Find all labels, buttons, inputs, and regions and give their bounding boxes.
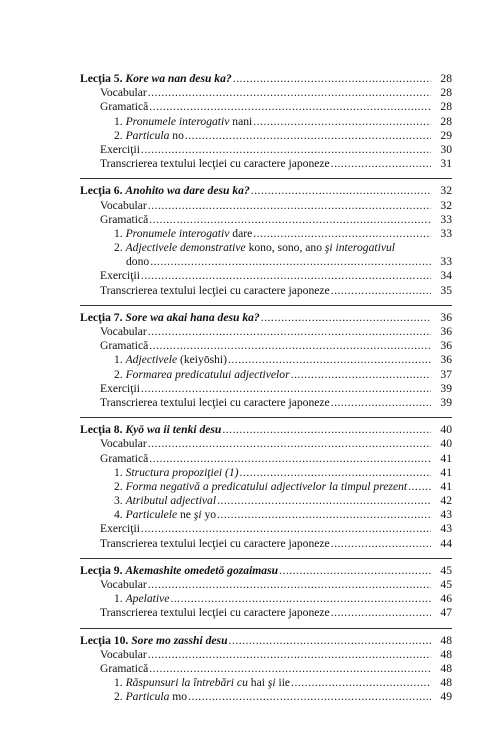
dot-leader xyxy=(149,452,431,466)
entry-text xyxy=(100,213,148,227)
entry-italic: Răspunsuri la întrebări cu xyxy=(125,676,248,690)
entry-text xyxy=(114,241,395,255)
toc-entry xyxy=(80,86,452,100)
entry-text xyxy=(114,592,169,606)
page-number: 40 xyxy=(440,437,452,451)
page-number: 33 xyxy=(440,255,452,269)
dot-leader xyxy=(149,339,431,353)
entry-italic: Pronumele interogativ xyxy=(125,114,230,128)
entry-plain: 1. xyxy=(114,465,126,479)
dot-leader xyxy=(217,508,431,522)
entry-text xyxy=(100,339,148,353)
entry-text xyxy=(100,396,330,410)
entry-after: mo xyxy=(169,690,188,704)
dot-leader xyxy=(229,634,431,648)
entry-plain: Gramatică xyxy=(100,339,149,353)
entry-plain: Exerciţii xyxy=(100,142,140,156)
lesson-name: Sore mo zasshi desu xyxy=(131,633,228,647)
entry-plain: 3. xyxy=(114,494,126,508)
dot-leader xyxy=(141,269,431,283)
entry-italic: Formarea predicatului adjectivelor xyxy=(125,367,290,381)
lesson-title xyxy=(80,311,260,325)
dot-leader xyxy=(150,255,431,269)
entry-after: hai xyxy=(247,676,268,690)
entry-text xyxy=(114,508,216,522)
lesson-heading xyxy=(80,564,452,578)
toc-entry xyxy=(80,466,452,480)
entry-text xyxy=(100,100,148,114)
dot-leader xyxy=(331,537,431,551)
entry-italic: Particula xyxy=(125,690,170,704)
dot-leader xyxy=(148,437,431,451)
page-number: 32 xyxy=(440,184,452,198)
entry-text xyxy=(114,676,290,690)
dot-leader xyxy=(217,494,431,508)
toc-entry xyxy=(80,199,452,213)
lesson-heading xyxy=(80,311,452,325)
page-number: 28 xyxy=(440,100,452,114)
dot-leader xyxy=(148,578,431,592)
section-divider xyxy=(80,628,452,629)
lesson-heading xyxy=(80,72,452,86)
entry-italic: Forma negativă a predicatului adjectivelor la timpul prezent xyxy=(125,479,408,493)
page-number: 31 xyxy=(440,157,452,171)
entry-plain: Transcrierea textului lecţiei cu caractere japoneze xyxy=(100,157,330,171)
dot-leader xyxy=(331,396,431,410)
toc-entry xyxy=(80,115,452,129)
entry-italic-2: şi xyxy=(193,508,202,522)
toc-entry xyxy=(80,522,452,536)
page-number: 36 xyxy=(440,353,452,367)
toc-entry xyxy=(80,213,452,227)
dot-leader xyxy=(148,648,431,662)
dot-leader xyxy=(222,423,431,437)
dot-leader xyxy=(331,284,431,298)
entry-italic: Structura propoziţiei (1) xyxy=(125,465,239,479)
entry-italic: Pronumele interogativ xyxy=(125,226,230,240)
dot-leader xyxy=(251,184,431,198)
entry-plain: 1. xyxy=(114,226,126,240)
toc-entry xyxy=(80,157,452,171)
toc-entry xyxy=(80,480,452,494)
entry-after: (keiyōshi) xyxy=(177,353,228,367)
dot-leader xyxy=(331,606,431,620)
toc-entry xyxy=(80,325,452,339)
toc-entry xyxy=(80,241,452,255)
entry-text xyxy=(100,284,330,298)
dot-leader xyxy=(141,382,431,396)
page-number: 45 xyxy=(440,578,452,591)
entry-text xyxy=(100,199,147,213)
page-number: 36 xyxy=(440,310,452,324)
page-number: 49 xyxy=(440,690,452,704)
page-number: 48 xyxy=(440,633,452,647)
toc-entry xyxy=(80,368,452,382)
page-number: 42 xyxy=(440,494,452,508)
lesson-heading xyxy=(80,423,452,437)
toc-entry xyxy=(80,452,452,466)
section-divider xyxy=(80,305,452,306)
entry-text xyxy=(114,353,227,367)
lesson-name: Akemashite omedetō gozaimasu xyxy=(125,563,279,577)
entry-text xyxy=(100,662,148,676)
toc-entry xyxy=(80,662,452,676)
page-number: 47 xyxy=(440,606,452,620)
page-number: 45 xyxy=(440,563,452,577)
dot-leader xyxy=(170,592,431,606)
dot-leader xyxy=(149,213,431,227)
entry-after: ne xyxy=(177,508,194,522)
dot-leader xyxy=(233,72,431,86)
entry-text xyxy=(114,466,239,480)
lesson-label: Lecţia 8. xyxy=(80,423,123,437)
lesson-label: Lecţia 6. xyxy=(80,184,123,198)
dot-leader xyxy=(188,690,431,704)
lesson-label: Lecţia 10. xyxy=(80,633,129,647)
dot-leader xyxy=(148,86,431,100)
dot-leader xyxy=(149,662,431,676)
page-number: 44 xyxy=(440,536,452,550)
entry-after-2: iie xyxy=(275,676,291,690)
lesson-label: Lecţia 7. xyxy=(80,310,123,324)
toc-entry xyxy=(80,143,452,157)
page-number: 48 xyxy=(440,676,452,690)
toc-entry xyxy=(80,269,452,283)
entry-text xyxy=(114,690,187,704)
page-number: 33 xyxy=(440,226,452,240)
entry-italic-2: şi xyxy=(267,676,276,690)
dot-leader xyxy=(261,311,431,325)
page-number: 35 xyxy=(440,283,452,297)
toc-entry xyxy=(80,100,452,114)
toc-entry xyxy=(80,690,452,704)
dot-leader xyxy=(185,129,431,143)
toc-entry xyxy=(80,592,452,606)
entry-italic: Adjectivele xyxy=(125,353,178,367)
lesson-title xyxy=(80,423,221,437)
entry-plain: Vocabular xyxy=(100,198,147,212)
toc-entry xyxy=(80,578,452,592)
entry-plain: Transcrierea textului lecţiei cu caractere japoneze xyxy=(100,283,330,297)
entry-plain: 2. xyxy=(114,128,126,142)
toc-entry xyxy=(80,606,452,620)
lesson-title xyxy=(80,72,232,86)
section-divider xyxy=(80,178,452,179)
entry-text xyxy=(100,269,140,283)
entry-plain: 2. xyxy=(114,241,126,255)
entry-plain: Vocabular xyxy=(100,86,147,100)
entry-text xyxy=(114,115,252,129)
dot-leader xyxy=(279,564,431,578)
entry-plain: Vocabular xyxy=(100,325,147,338)
entry-text xyxy=(114,494,216,508)
entry-text xyxy=(100,86,147,100)
entry-plain: 2. xyxy=(114,367,126,381)
entry-after: nani xyxy=(229,114,253,128)
dot-leader xyxy=(228,353,431,367)
page-number: 36 xyxy=(440,325,452,338)
page-number: 36 xyxy=(440,339,452,353)
lesson-name: Kore wa nan desu ka? xyxy=(125,72,232,85)
lesson-name: Kyō wa ii tenki desu xyxy=(125,423,222,437)
toc-entry xyxy=(80,396,452,410)
entry-text xyxy=(114,368,290,382)
entry-text xyxy=(100,157,330,171)
lesson-heading xyxy=(80,634,452,648)
toc-entry xyxy=(80,494,452,508)
entry-text xyxy=(100,325,147,339)
entry-text xyxy=(114,480,407,494)
page-number: 39 xyxy=(440,395,452,409)
entry-plain: 1. xyxy=(114,114,126,128)
toc-entry xyxy=(80,508,452,522)
entry-text xyxy=(100,143,140,157)
entry-text xyxy=(100,648,147,662)
dot-leader xyxy=(148,325,431,339)
dot-leader xyxy=(291,368,431,382)
page-number: 41 xyxy=(440,465,452,479)
entry-italic-2: şi interogativul xyxy=(324,241,396,255)
page-number: 34 xyxy=(440,269,452,283)
entry-text xyxy=(100,606,330,620)
page-number: 28 xyxy=(440,114,452,128)
page-number: 48 xyxy=(440,661,452,675)
entry-plain: Vocabular xyxy=(100,437,147,451)
page-number: 41 xyxy=(440,451,452,465)
dot-leader xyxy=(253,227,431,241)
lesson-name: Anohito wa dare desu ka? xyxy=(125,184,250,198)
dot-leader xyxy=(148,199,431,213)
entry-text xyxy=(100,382,140,396)
entry-after: dare xyxy=(229,226,253,240)
entry-italic: Particulele xyxy=(125,508,178,522)
page-number: 39 xyxy=(440,381,452,395)
entry-text xyxy=(100,537,330,551)
entry-text xyxy=(100,452,148,466)
page-number: 30 xyxy=(440,142,452,156)
entry-text xyxy=(100,437,147,451)
toc-entry xyxy=(80,676,452,690)
toc-entry xyxy=(80,227,452,241)
page-number: 43 xyxy=(440,522,452,536)
entry-plain: Vocabular xyxy=(100,578,147,591)
page-number: 37 xyxy=(440,367,452,381)
entry-plain: dono xyxy=(126,255,150,269)
entry-plain: Transcrierea textului lecţiei cu caractere japoneze xyxy=(100,395,330,409)
entry-text xyxy=(114,255,149,269)
toc-entry xyxy=(80,284,452,298)
dot-leader xyxy=(291,676,431,690)
toc-entry xyxy=(80,437,452,451)
entry-plain: Gramatică xyxy=(100,100,149,114)
toc-entry xyxy=(80,648,452,662)
entry-plain: Exerciţii xyxy=(100,522,140,536)
entry-plain: 2. xyxy=(114,690,126,704)
entry-plain: Exerciţii xyxy=(100,269,140,283)
entry-text xyxy=(100,578,147,592)
page-number: 48 xyxy=(440,647,452,661)
entry-after-2: yo xyxy=(201,508,217,522)
entry-plain: 4. xyxy=(114,508,126,522)
entry-plain: 2. xyxy=(114,479,126,493)
entry-text xyxy=(100,522,140,536)
section-divider xyxy=(80,417,452,418)
page-number: 28 xyxy=(440,86,452,100)
dot-leader xyxy=(141,522,431,536)
entry-text xyxy=(114,227,252,241)
page-number: 46 xyxy=(440,592,452,606)
toc-entry xyxy=(80,382,452,396)
lesson-title xyxy=(80,564,278,578)
lesson-name: Sore wa akai hana desu ka? xyxy=(125,310,260,324)
entry-plain: Transcrierea textului lecţiei cu caractere japoneze xyxy=(100,606,330,620)
lesson-title xyxy=(80,184,250,198)
dot-leader xyxy=(253,115,431,129)
entry-italic: Apelative xyxy=(125,592,170,606)
entry-italic: Atributul adjectival xyxy=(125,494,217,508)
entry-plain: Exerciţii xyxy=(100,381,140,395)
dot-leader xyxy=(240,466,431,480)
entry-plain: Transcrierea textului lecţiei cu caractere japoneze xyxy=(100,536,330,550)
entry-after: kono, sono, ano xyxy=(245,241,325,255)
entry-after: no xyxy=(169,128,184,142)
entry-plain: 1. xyxy=(114,676,126,690)
lesson-heading xyxy=(80,184,452,198)
dot-leader xyxy=(331,157,431,171)
table-of-contents xyxy=(80,72,452,705)
entry-text xyxy=(114,129,184,143)
entry-plain: Gramatică xyxy=(100,451,149,465)
entry-plain: Vocabular xyxy=(100,647,147,661)
page-number: 41 xyxy=(440,479,452,493)
entry-plain: 1. xyxy=(114,353,126,367)
entry-italic: Adjectivele demonstrative xyxy=(125,241,246,255)
toc-entry xyxy=(80,255,452,269)
dot-leader xyxy=(141,143,431,157)
page-number: 32 xyxy=(440,198,452,212)
page-number: 40 xyxy=(440,423,452,437)
toc-entry xyxy=(80,339,452,353)
lesson-label: Lecţia 9. xyxy=(80,563,123,577)
toc-entry xyxy=(80,537,452,551)
section-divider xyxy=(80,558,452,559)
entry-plain: Gramatică xyxy=(100,212,149,226)
entry-plain: 1. xyxy=(114,592,126,606)
toc-entry xyxy=(80,353,452,367)
page-number: 28 xyxy=(440,72,452,85)
dot-leader xyxy=(408,480,431,494)
lesson-label: Lecţia 5. xyxy=(80,72,123,85)
entry-plain: Gramatică xyxy=(100,661,149,675)
entry-italic: Particula xyxy=(125,128,170,142)
page-number: 43 xyxy=(440,508,452,522)
toc-entry xyxy=(80,129,452,143)
dot-leader xyxy=(149,100,431,114)
lesson-title xyxy=(80,634,228,648)
page-number: 29 xyxy=(440,128,452,142)
page-number: 33 xyxy=(440,212,452,226)
